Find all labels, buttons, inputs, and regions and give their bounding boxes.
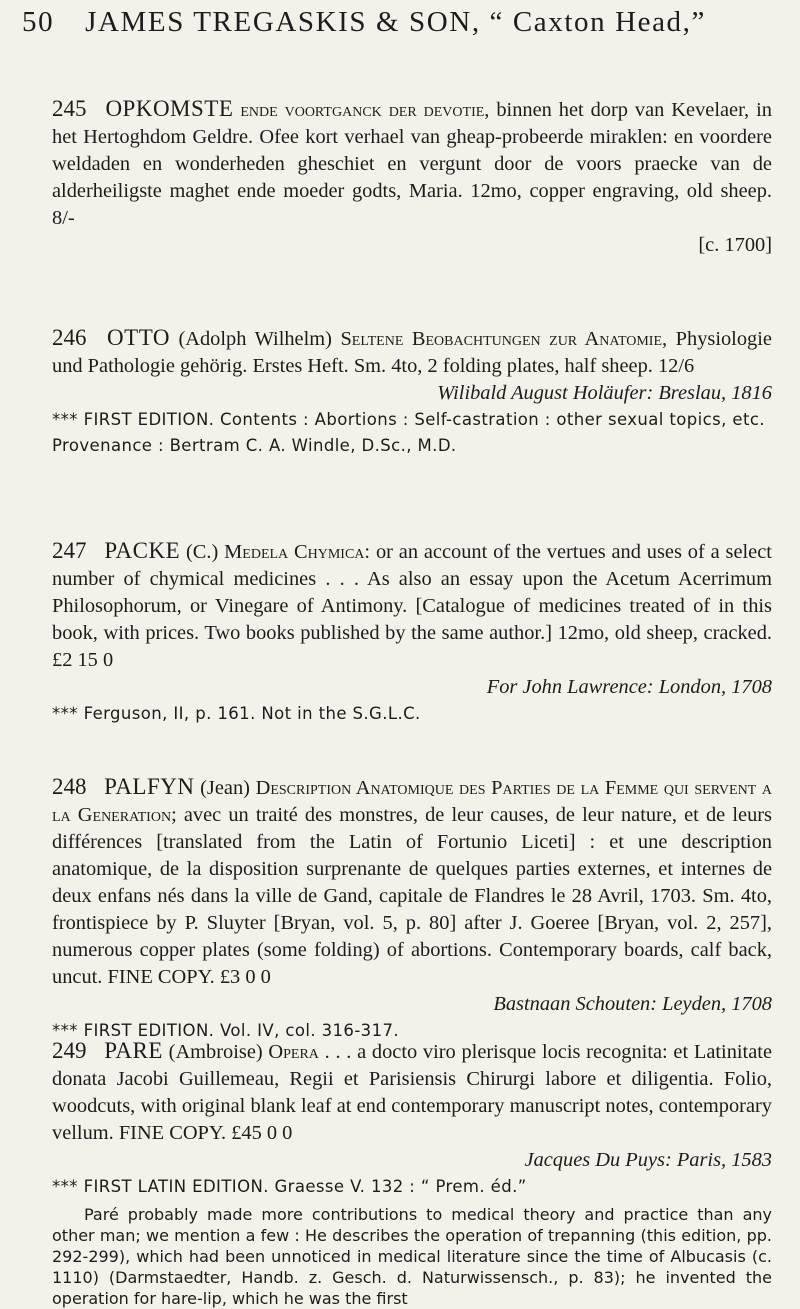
- entry-provenance: Provenance : Bertram C. A. Windle, D.Sc., M.D.: [52, 436, 457, 455]
- publisher-heading: JAMES TREGASKIS & SON, “ Caxton Head,”: [85, 6, 706, 38]
- catalogue-entry: [52, 95, 772, 259]
- page-number: 50: [22, 6, 55, 38]
- entry-body: . . . a docto viro plerisque locis recognita: et Latinitate donata Jacobi Guillemeau, Regii et Parisiensis Chirurgi labore et diligentia. Folio, woodcuts, with original blank leaf at end contemporary manuscript notes, contemporary vellum. FINE COPY. £45 0 0: [52, 1041, 772, 1144]
- entry-date: [c. 1700]: [698, 234, 772, 256]
- entry-author: PALFYN: [104, 774, 195, 799]
- entry-note: *** Ferguson, II, p. 161. Not in the S.G.L.C.: [52, 704, 421, 723]
- entry-publication: Jacques Du Puys: Paris, 1583: [524, 1149, 772, 1171]
- entry-number: 248: [52, 774, 87, 799]
- entry-note: *** FIRST EDITION. Vol. IV, col. 316-317.: [52, 1021, 400, 1040]
- entry-body: avec un traité des monstres, de leur causes, de leur nature, et de leurs différences [translated from the Latin of Fortunio Liceti] : et une description anatomique, de la disposition surprenante de quelques parties externes, et internes de deux enfans nés dans la ville de Gand, capitale de Flandres le 28 Avril, 1703. Sm. 4to, frontispiece by P. Sluyter [Bryan, vol. 5, p. 80] after J. Goeree [Bryan, vol. 2, 257], numerous copper plates (some folding) of abortions. Contemporary boards, calf back, uncut. FINE COPY. £3 0 0: [52, 804, 772, 988]
- entry-title: Medela Chymica:: [224, 541, 371, 563]
- entry-author: PARE: [104, 1038, 163, 1063]
- entry-body: Physiologie und Pathologie gehörig. Erstes Heft. Sm. 4to, 2 folding plates, half sheep. 12/6: [52, 328, 772, 377]
- entry-body: binnen het dorp van Kevelaer, in het Hertoghdom Geldre. Ofee kort verhael van gheap-probeerde miraklen: en voordere weldaden en wonderheden gheschiet en vergunt door de voors praecke van de alderheiligste maghet ende moeder godts, Maria. 12mo, copper engraving, old sheep. 8/-: [52, 99, 772, 229]
- entry-publication: Bastnaan Schouten: Leyden, 1708: [493, 993, 772, 1015]
- entry-number: 245: [52, 96, 87, 121]
- entry-title: Opera: [268, 1041, 319, 1063]
- entry-publication: For John Lawrence: London, 1708: [486, 676, 772, 698]
- entry-commentary: Paré probably made more contributions to medical theory and practice than any other man; we mention a few : He describes the operation of trepanning (this edition, pp. 292-299), which had been unnoticed in medical literature since the time of Albucasis (c. 1110) (Darmstaedter, Handb. z. Gesch. d. Naturwissensch., p. 83); he invented the operation for hare-lip, which he was the first: [52, 1205, 772, 1308]
- catalogue-entry: [52, 537, 772, 727]
- entry-title: ende voortganck der devotie,: [240, 99, 490, 121]
- catalogue-entry: [52, 773, 772, 1044]
- entry-author-detail: (Adolph Wilhelm): [178, 328, 332, 350]
- entry-note: *** FIRST EDITION. Contents : Abortions : Self-castration : other sexual topics, etc.: [52, 410, 765, 429]
- entry-author: PACKE: [104, 538, 181, 563]
- running-head: [22, 6, 706, 39]
- entry-title: Seltene Beobachtungen zur Anatomie,: [340, 328, 668, 350]
- entry-author-detail: (Jean): [200, 777, 250, 799]
- entry-author: OPKOMSTE: [105, 96, 234, 121]
- entry-author-detail: (C.): [186, 541, 219, 563]
- entry-number: 249: [52, 1038, 87, 1063]
- entry-title: Description Anatomique des Parties de la Femme qui servent a la Generation;: [52, 777, 772, 826]
- entry-author-detail: (Ambroise): [168, 1041, 263, 1063]
- catalogue-entry: [52, 324, 772, 459]
- entry-number: 247: [52, 538, 87, 563]
- entry-author: OTTO: [107, 325, 170, 350]
- catalogue-entry: [52, 1037, 772, 1309]
- entry-publication: Wilibald August Holäufer: Breslau, 1816: [437, 382, 772, 404]
- entry-number: 246: [52, 325, 87, 350]
- entry-body: or an account of the vertues and uses of a select number of chymical medicines . . . As also an essay upon the Acetum Acerrimum Philosophorum, or Vinegare of Antimony. [Catalogue of medicines treated of in this book, with prices. Two books published by the same author.] 12mo, old sheep, cracked. £2 15 0: [52, 541, 772, 671]
- entry-note: *** FIRST LATIN EDITION. Graesse V. 132 : “ Prem. éd.”: [52, 1177, 527, 1196]
